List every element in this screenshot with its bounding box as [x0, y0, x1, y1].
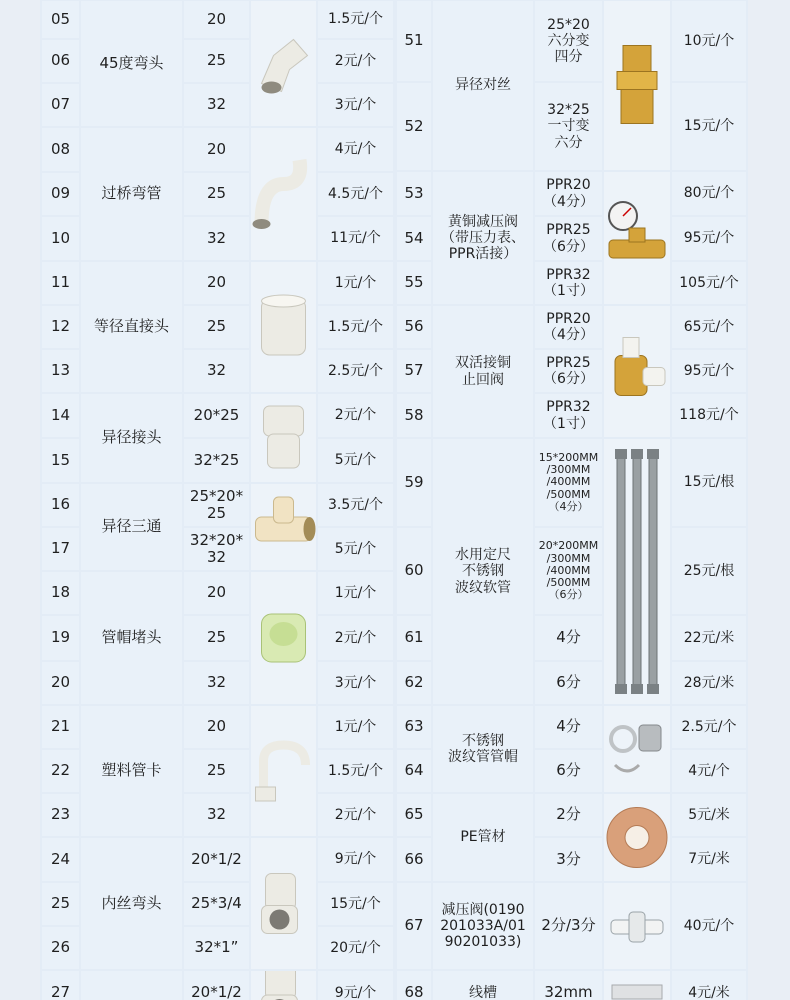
product-name-cell: 45度弯头 — [81, 1, 182, 126]
left-row-price: 3元/个 — [318, 84, 393, 126]
right-row-spec: 20*200MM /300MM /400MM /500MM （6分） — [535, 528, 602, 614]
left-row-number: 10 — [42, 217, 79, 260]
left-row-number: 22 — [42, 750, 79, 792]
right-row-number: 63 — [397, 706, 431, 748]
pipe-cap-image — [251, 572, 316, 704]
right-row-price: 95元/个 — [672, 217, 746, 260]
right-row-number: 66 — [397, 838, 431, 881]
braided-hose-image — [604, 439, 670, 704]
left-margin — [0, 0, 40, 1000]
right-row-spec: 32*25 一寸变 六分 — [535, 83, 602, 170]
left-row-price: 4元/个 — [318, 128, 393, 171]
product-name-cell: 异径三通 — [81, 484, 182, 570]
left-row-price: 2元/个 — [318, 394, 393, 437]
left-row-price: 1元/个 — [318, 262, 393, 304]
right-row-spec: 32mm — [535, 971, 602, 1000]
left-row-price: 1.5元/个 — [318, 306, 393, 348]
left-row-spec: 20*1/2 — [184, 838, 249, 881]
right-row-price: 4元/米 — [672, 971, 746, 1000]
female-elbow-image — [251, 838, 316, 969]
reducer-coupling-image — [251, 394, 316, 482]
left-row-number: 07 — [42, 84, 79, 126]
product-name-cell: 管帽堵头 — [81, 572, 182, 704]
left-row-spec: 20 — [184, 1, 249, 38]
left-row-price: 15元/个 — [318, 883, 393, 925]
product-name-cell: 异径对丝 — [433, 1, 533, 170]
left-row-price: 3元/个 — [318, 662, 393, 704]
left-row-price: 5元/个 — [318, 528, 393, 570]
pe-pipe-coil-image — [604, 794, 670, 881]
product-name-cell: 等径直接头 — [81, 262, 182, 392]
right-row-price: 7元/米 — [672, 838, 746, 881]
left-row-spec: 32 — [184, 662, 249, 704]
right-row-number: 55 — [397, 262, 431, 304]
right-row-price: 5元/米 — [672, 794, 746, 836]
left-row-spec: 32 — [184, 217, 249, 260]
left-row-price: 2元/个 — [318, 40, 393, 82]
right-row-spec: 2分/3分 — [535, 883, 602, 969]
right-row-number: 58 — [397, 394, 431, 437]
right-row-price: 28元/米 — [672, 662, 746, 704]
check-valve-image — [604, 306, 670, 437]
right-row-spec: 6分 — [535, 662, 602, 704]
product-name-cell — [81, 971, 182, 1000]
product-name-cell: 不锈钢 波纹管管帽 — [433, 706, 533, 792]
left-row-spec: 20 — [184, 128, 249, 171]
left-row-price: 2.5元/个 — [318, 350, 393, 392]
left-row-number: 26 — [42, 927, 79, 969]
left-row-spec: 25 — [184, 40, 249, 82]
left-row-number: 06 — [42, 40, 79, 82]
right-margin — [748, 0, 790, 1000]
right-row-number: 60 — [397, 528, 431, 614]
left-row-spec: 32*1” — [184, 927, 249, 969]
left-row-number: 11 — [42, 262, 79, 304]
left-row-number: 08 — [42, 128, 79, 171]
left-row-price: 4.5元/个 — [318, 173, 393, 215]
left-row-number: 13 — [42, 350, 79, 392]
left-row-number: 20 — [42, 662, 79, 704]
inline-valve-image — [604, 883, 670, 969]
left-row-price: 11元/个 — [318, 217, 393, 260]
product-name-cell: 异径接头 — [81, 394, 182, 482]
left-row-spec: 20*1/2 — [184, 971, 249, 1000]
left-row-spec: 25*20* 25 — [184, 484, 249, 526]
right-row-price: 15元/根 — [672, 439, 746, 526]
left-row-number: 21 — [42, 706, 79, 748]
right-row-price: 4元/个 — [672, 750, 746, 792]
right-row-price: 118元/个 — [672, 394, 746, 437]
left-row-spec: 20*25 — [184, 394, 249, 437]
left-row-number: 12 — [42, 306, 79, 348]
right-row-spec: PPR20 （4分） — [535, 306, 602, 348]
product-name-cell: 双活接铜 止回阀 — [433, 306, 533, 437]
left-row-spec: 32 — [184, 350, 249, 392]
right-row-number: 64 — [397, 750, 431, 792]
left-row-number: 25 — [42, 883, 79, 925]
right-row-price: 22元/米 — [672, 616, 746, 660]
right-row-number: 52 — [397, 83, 431, 170]
left-row-number: 16 — [42, 484, 79, 526]
right-row-number: 59 — [397, 439, 431, 526]
left-row-spec: 20 — [184, 706, 249, 748]
left-row-price: 1元/个 — [318, 706, 393, 748]
right-row-spec: 6分 — [535, 750, 602, 792]
left-row-price: 1.5元/个 — [318, 750, 393, 792]
left-row-spec: 25*3/4 — [184, 883, 249, 925]
right-row-number: 56 — [397, 306, 431, 348]
right-row-spec: PPR32 （1寸） — [535, 394, 602, 437]
right-row-price: 95元/个 — [672, 350, 746, 392]
right-row-price: 10元/个 — [672, 1, 746, 81]
left-row-number: 23 — [42, 794, 79, 836]
left-row-spec: 32 — [184, 794, 249, 836]
pressure-reducing-valve-image — [604, 172, 670, 304]
bridge-bend-image — [251, 128, 316, 260]
left-row-price: 1.5元/个 — [318, 1, 393, 38]
hose-cap-image — [604, 706, 670, 792]
brass-nipple-image — [604, 1, 670, 170]
right-row-price: 40元/个 — [672, 883, 746, 969]
right-row-spec: 15*200MM /300MM /400MM /500MM （4分） — [535, 439, 602, 526]
left-row-spec: 20 — [184, 572, 249, 614]
product-name-cell: 线槽 — [433, 971, 533, 1000]
product-name-cell: 塑料管卡 — [81, 706, 182, 836]
left-row-price: 5元/个 — [318, 439, 393, 482]
left-row-number: 19 — [42, 616, 79, 660]
wire-duct-image — [604, 971, 670, 1000]
right-row-spec: 2分 — [535, 794, 602, 836]
reducing-tee-image — [251, 484, 316, 570]
left-row-number: 24 — [42, 838, 79, 881]
left-row-spec: 32*25 — [184, 439, 249, 482]
product-name-cell: 黄铜减压阀 （带压力表、 PPR活接） — [433, 172, 533, 304]
product-name-cell: 过桥弯管 — [81, 128, 182, 260]
right-row-spec: PPR25 （6分） — [535, 350, 602, 392]
left-row-price: 20元/个 — [318, 927, 393, 969]
right-row-number: 54 — [397, 217, 431, 260]
right-row-spec: PPR20 （4分） — [535, 172, 602, 215]
left-row-price: 2元/个 — [318, 616, 393, 660]
left-row-number: 09 — [42, 173, 79, 215]
female-elbow-image — [251, 971, 316, 1000]
right-row-number: 57 — [397, 350, 431, 392]
right-row-price: 105元/个 — [672, 262, 746, 304]
left-row-price: 2元/个 — [318, 794, 393, 836]
left-row-number: 14 — [42, 394, 79, 437]
product-name-cell: PE管材 — [433, 794, 533, 881]
left-row-price: 1元/个 — [318, 572, 393, 614]
left-row-number: 05 — [42, 1, 79, 38]
left-row-number: 15 — [42, 439, 79, 482]
elbow-45-image — [251, 1, 316, 126]
right-row-number: 67 — [397, 883, 431, 969]
right-row-spec: 4分 — [535, 616, 602, 660]
right-row-spec: 25*20 六分变 四分 — [535, 1, 602, 81]
left-row-number: 17 — [42, 528, 79, 570]
left-row-spec: 25 — [184, 173, 249, 215]
right-row-spec: PPR32 （1寸） — [535, 262, 602, 304]
right-row-spec: 3分 — [535, 838, 602, 881]
right-row-price: 15元/个 — [672, 83, 746, 170]
left-row-number: 18 — [42, 572, 79, 614]
right-row-number: 65 — [397, 794, 431, 836]
left-row-spec: 25 — [184, 306, 249, 348]
left-row-spec: 25 — [184, 616, 249, 660]
right-row-number: 62 — [397, 662, 431, 704]
straight-coupling-image — [251, 262, 316, 392]
right-row-number: 68 — [397, 971, 431, 1000]
pipe-clip-image — [251, 706, 316, 836]
product-name-cell: 内丝弯头 — [81, 838, 182, 969]
left-row-price: 9元/个 — [318, 838, 393, 881]
right-row-spec: 4分 — [535, 706, 602, 748]
left-row-spec: 32*20* 32 — [184, 528, 249, 570]
right-row-price: 25元/根 — [672, 528, 746, 614]
right-row-spec: PPR25 （6分） — [535, 217, 602, 260]
product-name-cell: 水用定尺 不锈钢 波纹软管 — [433, 439, 533, 704]
right-row-price: 80元/个 — [672, 172, 746, 215]
left-row-spec: 20 — [184, 262, 249, 304]
product-name-cell: 减压阀(0190 201033A/01 90201033) — [433, 883, 533, 969]
right-row-number: 61 — [397, 616, 431, 660]
left-row-price: 9元/个 — [318, 971, 393, 1000]
left-row-price: 3.5元/个 — [318, 484, 393, 526]
left-row-number: 27 — [42, 971, 79, 1000]
left-row-spec: 25 — [184, 750, 249, 792]
right-row-price: 2.5元/个 — [672, 706, 746, 748]
left-row-spec: 32 — [184, 84, 249, 126]
right-row-price: 65元/个 — [672, 306, 746, 348]
right-row-number: 51 — [397, 1, 431, 81]
right-row-number: 53 — [397, 172, 431, 215]
